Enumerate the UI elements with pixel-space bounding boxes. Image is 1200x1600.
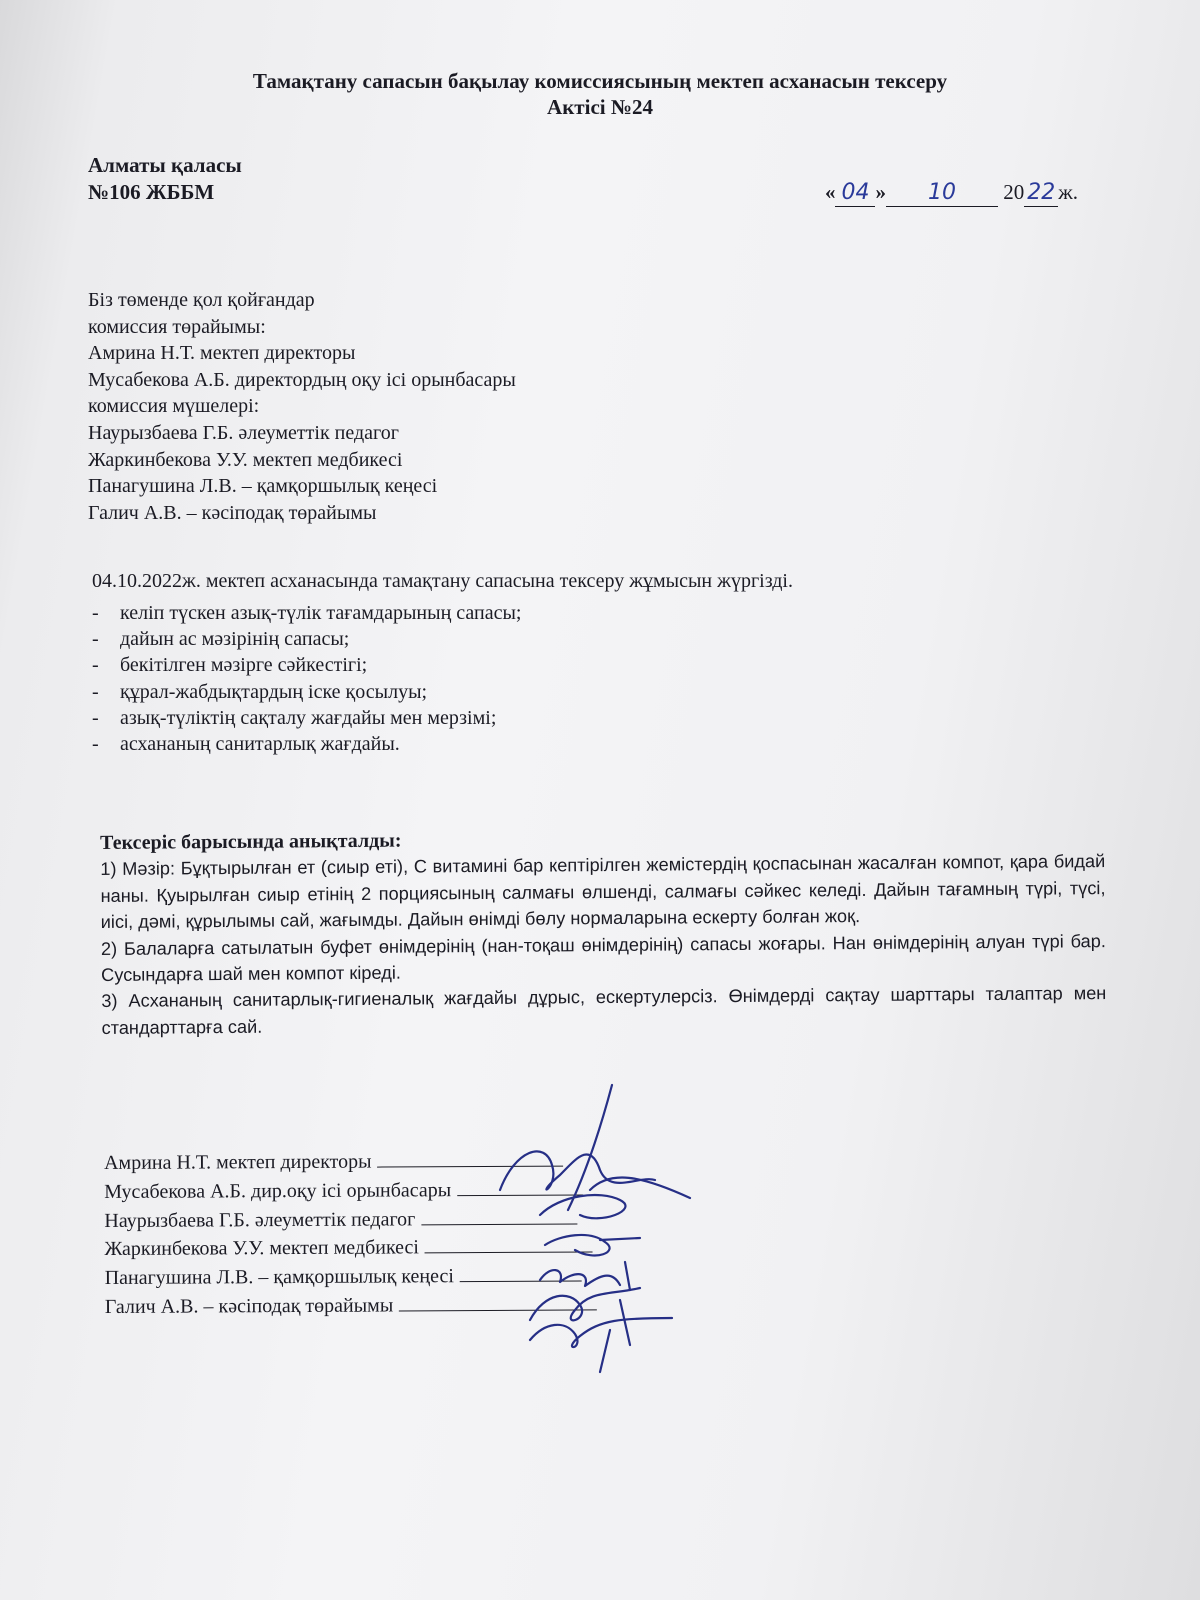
date-open-quote: « [824, 180, 836, 204]
signature-block [104, 1146, 597, 1321]
list-item: - бекітілген мәзірге сәйкестігі; [92, 654, 368, 677]
signature-line [460, 1265, 582, 1283]
title-line-1: Тамақтану сапасын бақылау комиссиясының мектеп асханасын тексеру [252, 69, 948, 93]
members-line: Панагушина Л.В. – қамқоршылық кеңесі [88, 475, 438, 498]
list-item: - келіп түскен азық-түлік тағамдарының сапасы; [92, 602, 522, 624]
act-date [825, 179, 1078, 207]
members-line: Наурызбаева Г.Б. әлеуметтік педагог [88, 421, 399, 444]
signature-row: Жаркинбекова У.У. мектеп медбикесі [104, 1233, 597, 1264]
findings-heading: Тексеріс барысында анықталды: [100, 829, 402, 854]
signature-row: Галич А.В. – кәсіподақ төрайымы [105, 1290, 598, 1321]
commission-members [88, 287, 516, 526]
signature-line [425, 1236, 593, 1254]
city: Алматы қаласы [88, 153, 242, 177]
date-year: 22 [1027, 180, 1056, 205]
members-line: комиссия мүшелері: [88, 395, 260, 418]
school-name: №106 ЖББМ [88, 180, 215, 204]
signature-line [377, 1150, 563, 1168]
date-century: 20 [1003, 180, 1025, 204]
members-line: Жаркинбекова У.У. мектеп медбикесі [88, 448, 403, 471]
date-month: 10 [927, 180, 956, 205]
signature-row: Панагушина Л.В. – қамқоршылық кеңесі [105, 1262, 598, 1293]
signature-line [457, 1178, 583, 1196]
list-item: - дайын ас мәзірінің сапасы; [92, 628, 350, 651]
members-line: Мусабекова А.Б. директордың оқу ісі орынбасары [88, 368, 516, 391]
finding-paragraph: 3) Асхананың санитарлық-гигиеналық жағдайы дұрыс, ескертулерсіз. Өнімдерді сақтау шарттары талаптар мен стандарттарға сай. [101, 983, 1107, 1038]
finding-paragraph: 1) Мәзір: Бұқтырылған ет (сиыр еті), С витамині бар кептірілген жемістердің қоспасынан жасалған компот, қара бидай наны. Қуырылған сиыр етінің 2 порциясының салмағы өлшенді, салмағы сәйкес келеді. Дайын тағамның түрі, түсі, иісі, дәмі, құрылымы сай, жағымды. Дайын өнімді бөлу нормаларына ескерту болған жоқ. [100, 851, 1106, 933]
document-title [0, 68, 1200, 120]
findings-section [100, 822, 1107, 1041]
signature-scribble [530, 1318, 672, 1372]
date-suffix: ж. [1058, 180, 1078, 204]
list-item: - асхананың санитарлық жағдайы. [92, 733, 400, 756]
date-day: 04 [841, 180, 870, 205]
signature-line [421, 1207, 577, 1225]
title-line-2: Актісі №24 [547, 95, 653, 119]
inspection-checklist [92, 600, 521, 757]
members-line: Галич А.В. – кәсіподақ төрайымы [88, 501, 377, 524]
finding-paragraph: 2) Балаларға сатылатын буфет өнімдерінің (нан-тоқаш өнімдерінің) сапасы жоғары. Нан өнімдерінің алуан түрі бар. Сусындарға шай мен компот кіреді. [100, 930, 1106, 986]
header-left [88, 152, 242, 206]
list-item: - құрал-жабдықтардың іске қосылуы; [92, 680, 428, 703]
signature-line [399, 1293, 597, 1311]
signature-row: Мусабекова А.Б. дир.оқу ісі орынбасары [104, 1175, 597, 1206]
list-item: - азық-түліктің сақталу жағдайы мен мерзімі; [92, 706, 497, 729]
members-line: комиссия төрайымы: [88, 315, 266, 338]
signature-row: Амрина Н.Т. мектеп директоры [104, 1146, 597, 1177]
date-close-quote: » [875, 180, 886, 204]
signature-row: Наурызбаева Г.Б. әлеуметтік педагог [104, 1204, 597, 1235]
inspection-intro: 04.10.2022ж. мектеп асханасында тамақтану сапасына тексеру жұмысын жүргізді. [92, 570, 793, 592]
members-line: Біз төменде қол қойғандар [88, 289, 315, 311]
members-line: Амрина Н.Т. мектеп директоры [88, 342, 356, 365]
